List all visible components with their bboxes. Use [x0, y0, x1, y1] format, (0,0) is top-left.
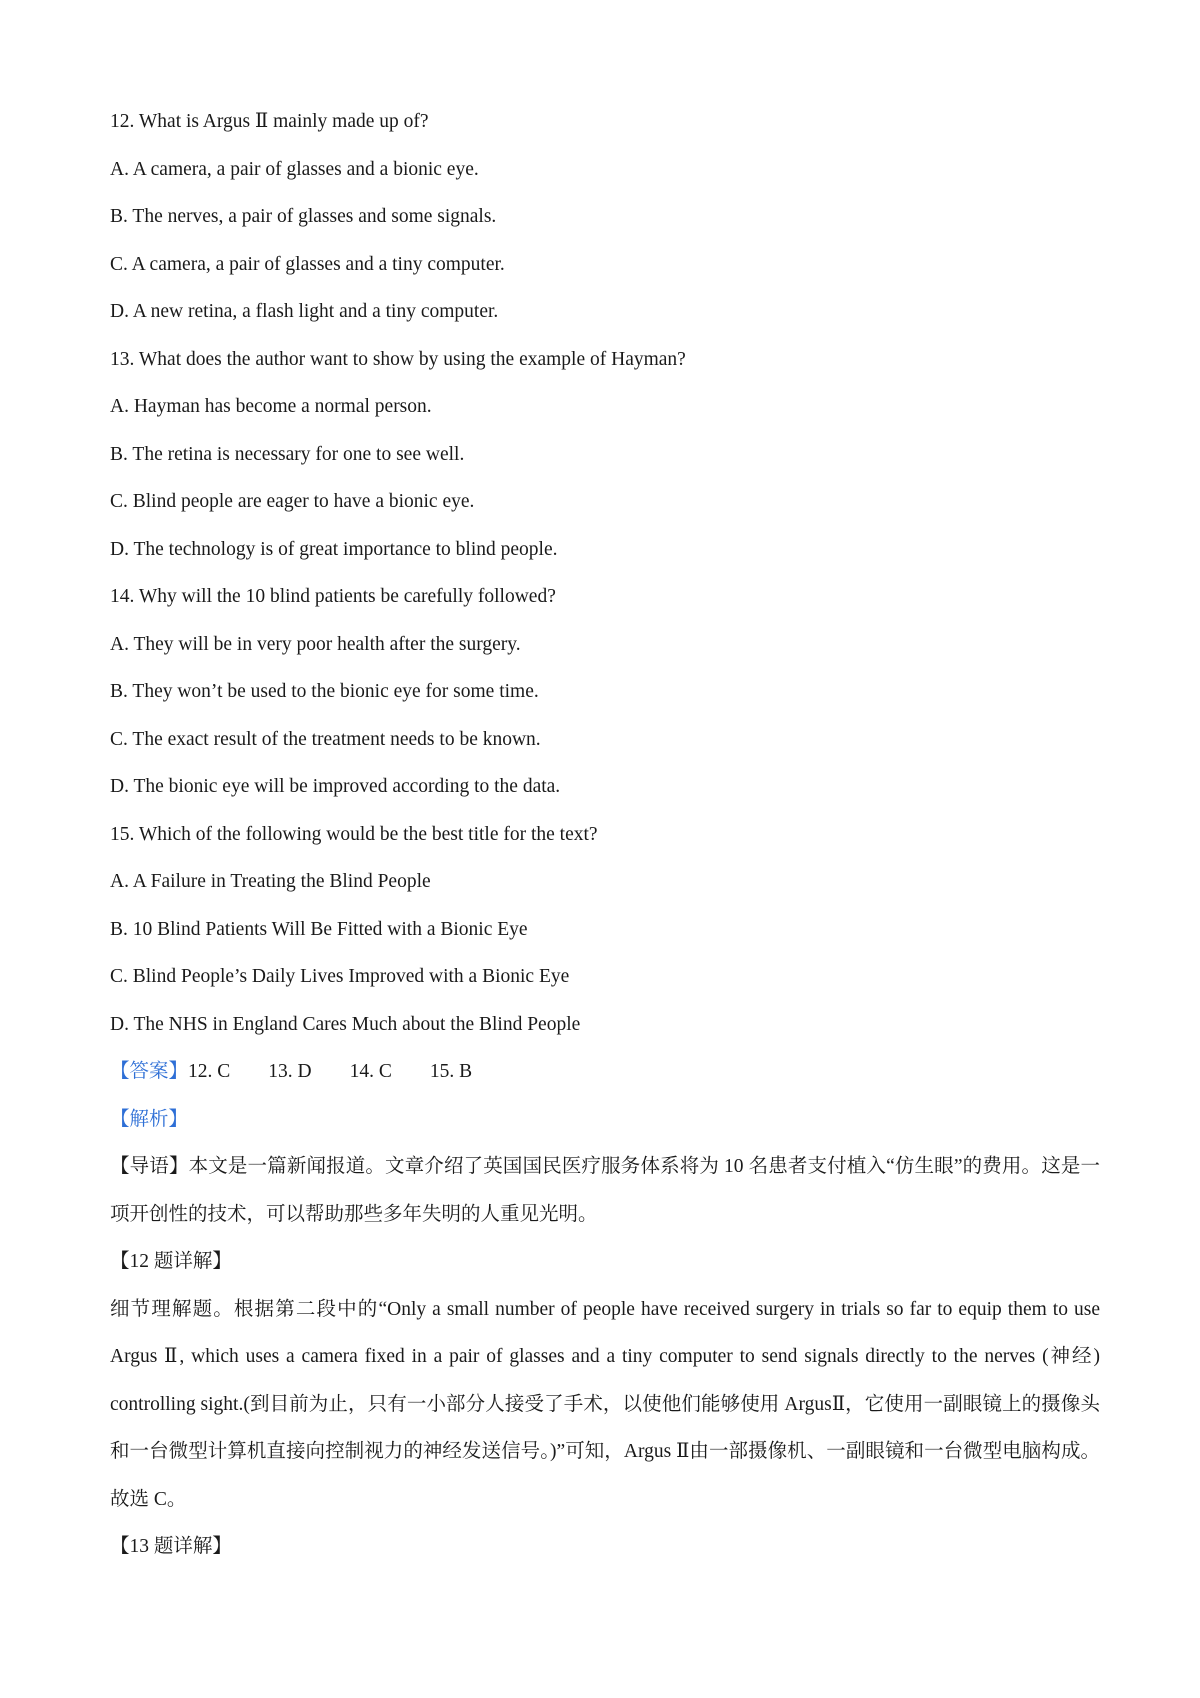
option-d: D. A new retina, a flash light and a tiny computer. — [110, 301, 499, 322]
question-stem: 15. Which of the following would be the best title for the text? — [110, 823, 598, 845]
option-d: D. The technology is of great importance to blind people. — [110, 538, 558, 560]
option-a: A. Hayman has become a normal person. — [110, 396, 432, 417]
answer-item: 13. D — [268, 1061, 312, 1082]
option-b: B. 10 Blind Patients Will Be Fitted with a Bionic Eye — [110, 918, 528, 940]
option-a: A. A camera, a pair of glasses and a bionic eye. — [110, 158, 479, 180]
option-a: A. They will be in very poor health after the surgery. — [110, 633, 521, 655]
answer-item: 14. C — [349, 1061, 392, 1082]
detail-13-heading: 【13 题详解】 — [110, 1536, 232, 1557]
question-stem: 12. What is Argus Ⅱ mainly made up of? — [110, 111, 429, 132]
option-b: B. The retina is necessary for one to see well. — [110, 443, 465, 465]
question-12 — [110, 98, 1100, 336]
option-d: D. The bionic eye will be improved according to the data. — [110, 776, 561, 797]
answer-item: 15. B — [429, 1061, 473, 1082]
question-stem: 13. What does the author want to show by using the example of Hayman? — [110, 348, 686, 370]
option-c: C. A camera, a pair of glasses and a tiny computer. — [110, 253, 505, 275]
option-a: A. A Failure in Treating the Blind People — [110, 871, 431, 892]
option-b: B. The nerves, a pair of glasses and some signals. — [110, 206, 497, 227]
question-15 — [110, 811, 1100, 1049]
document-page — [110, 98, 1100, 1571]
option-c: C. Blind People’s Daily Lives Improved with a Bionic Eye — [110, 966, 570, 987]
option-d: D. The NHS in England Cares Much about the Blind People — [110, 1013, 581, 1035]
detail-12-heading: 【12 题详解】 — [110, 1251, 232, 1272]
intro-paragraph: 【导语】本文是一篇新闻报道。文章介绍了英国国民医疗服务体系将为 10 名患者支付植入“仿生眼”的费用。这是一项开创性的技术，可以帮助那些多年失明的人重见光明。 — [110, 1156, 1100, 1225]
question-14 — [110, 573, 1100, 811]
question-stem: 14. Why will the 10 blind patients be carefully followed? — [110, 586, 556, 607]
answer-item: 12. C — [188, 1061, 231, 1082]
answer-label: 【答案】 — [110, 1061, 189, 1082]
answer-key — [110, 1048, 1100, 1096]
option-b: B. They won’t be used to the bionic eye for some time. — [110, 681, 539, 702]
detail-12-text: 细节理解题。根据第二段中的“Only a small number of people have received surgery in trials so far to equip them to use Argus Ⅱ, which uses a camera fixed in a pair of glasses and a tiny computer to send signals directly to the nerves (神经) controlling sight.(到目前为止，只有一小部分人接受了手术，以使他们能够使用 ArgusⅡ，它使用一副眼镜上的摄像头和一台微型计算机直接向控制视力的神经发送信号。)”可知，Argus Ⅱ由一部摄像机、一副眼镜和一台微型电脑构成。故选 C。 — [110, 1298, 1100, 1510]
analysis-label: 【解析】 — [110, 1108, 189, 1130]
option-c: C. The exact result of the treatment needs to be known. — [110, 728, 541, 750]
option-c: C. Blind people are eager to have a bionic eye. — [110, 491, 475, 512]
question-13 — [110, 336, 1100, 574]
